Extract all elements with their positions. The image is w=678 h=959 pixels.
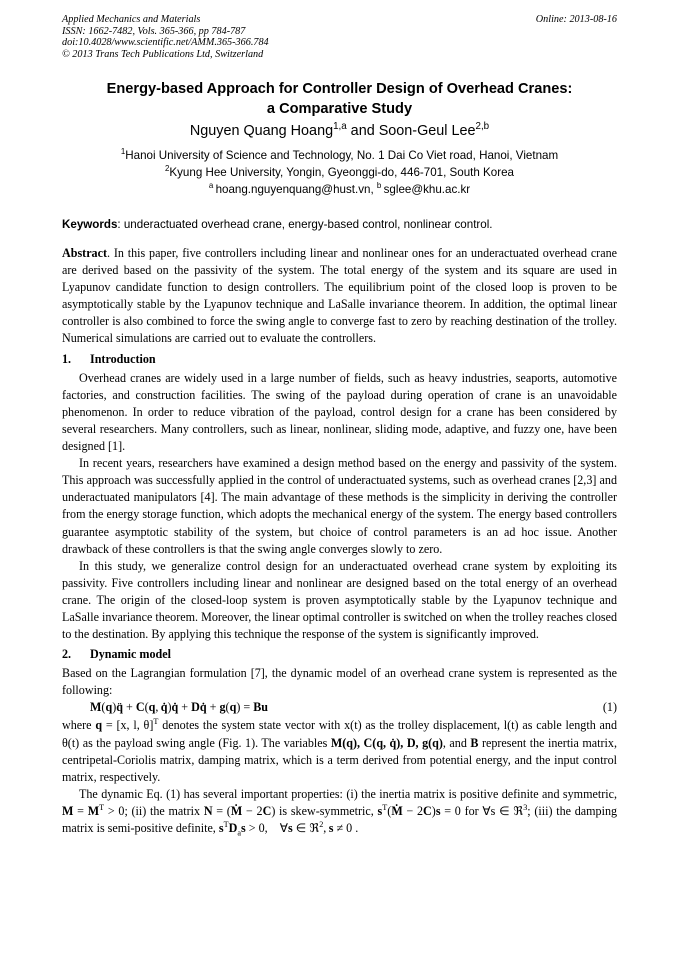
text-run: represent the inertia matrix, centripetal-Coriolis matrix, damping matrix, which is a term derived from potential energy, and the input control matrix, respectively. (62, 735, 617, 784)
paragraph: Based on the Lagrangian formulation [7], the dynamic model of an overhead crane system is represented as the following: (62, 666, 617, 698)
abstract-text: . In this paper, five controllers including linear and nonlinear ones for an underactuated overhead crane are derived based on the passivity of the system. The total energy of the system and its square are used in Lyapunov candidate function to design controllers. The equilibrium point of the closed loop is proven to be asymptotically stable by the Lyapunov technique and LaSalle invariance theorem. In addition, the optimal linear controller is also combined to force the swing angle to converge fast to zero by reaching destination of the trolley. Numerical simulations are carried out to evaluate the controllers. (62, 246, 617, 346)
paragraph (62, 717, 617, 785)
math-expression: $s^TD_as > 0$, ∀s ∈ ℜ$^2$, s ≠ 0 . (218, 819, 359, 838)
author-name: Nguyen Quang Hoang (189, 123, 334, 139)
online-date: Online: 2013-08-16 (535, 14, 617, 25)
text-run: ; (iii) the damping matrix is semi-positive definite, (62, 803, 618, 835)
email-b[interactable]: sglee@khu.ac.kr (383, 182, 471, 196)
math-superscript: 3 (523, 802, 528, 812)
math-expression: $M = M^T > 0$ (62, 802, 125, 818)
abstract (62, 245, 617, 348)
text-run: is skew-symmetric, (275, 803, 378, 818)
section-heading (62, 646, 617, 663)
keywords (62, 218, 617, 232)
text-run: where (62, 718, 96, 733)
author-affiliation-mark: 1,a (333, 121, 347, 133)
author-affiliation-mark: 2,b (475, 121, 490, 133)
keywords-label: Keywords (62, 218, 118, 231)
section-number: 1. (62, 351, 72, 366)
affiliation-mark: 1 (120, 147, 126, 157)
text-run: denotes the system state vector with x(t) as the trolley displacement, l(t) as cable length and θ(t) as the payload swing angle (Fig. 1). The variables (62, 718, 618, 750)
affiliation-1 (62, 148, 617, 165)
equation-number: (1) (602, 700, 617, 715)
math-symbol: M(q), C(q, q̇), D, g(q) (330, 735, 443, 750)
issn-line: ISSN: 1662-7482, Vols. 365-366, pp 784-787 (62, 25, 246, 37)
email-mark: b (376, 180, 382, 190)
equation-content: M(q)q̈ + C(q, q̇)q̇ + Dq̇ + g(q) = Bu (90, 700, 269, 715)
doi-line: doi:10.4028/www.scientific.net/AMM.365-366.784 (62, 37, 269, 49)
affiliation-text: Kyung Hee University, Yongin, Gyeonggi-do, 446-701, South Korea (169, 165, 514, 179)
math-expression: $s^T(Ṁ - 2C)s = 0$ (377, 802, 461, 818)
text-run: for ∀s ∈ ℜ (464, 803, 524, 818)
email-mark: a (208, 180, 214, 190)
text-run: The dynamic Eq. (1) has several important properties: (i) the inertia matrix is positive definite and symmetric, (79, 786, 617, 801)
text-run: = [x, l, θ] (102, 718, 154, 733)
affiliation-text: Hanoi University of Science and Technology, No. 1 Dai Co Viet road, Hanoi, Vietnam (125, 149, 559, 162)
paper-title (62, 79, 617, 119)
math-superscript: T (153, 717, 159, 727)
text-run: , and (442, 735, 471, 750)
copyright-line: © 2013 Trans Tech Publications Ltd, Switzerland (62, 48, 264, 60)
section-heading (62, 351, 617, 368)
affiliation-2 (62, 165, 617, 182)
text-run: ; (ii) the matrix (124, 803, 204, 818)
author-separator: and (346, 123, 379, 139)
section-number: 2. (62, 647, 72, 662)
paragraph: In this study, we generalize control design for an underactuated overhead crane system by exploiting its passivity. Five controllers including linear and nonlinear are designed based on the total energy of an overhead crane. The origin of the closed-loop system is proven asymptotically stable by the Lyapunov technique and LaSalle invariance theorem. Moreover, the linear optimal controller is switched on when the trolley reaches closed to the destination. By applying this technique the response of the system is significantly improved. (62, 558, 617, 642)
math-symbol: B (470, 735, 479, 750)
paragraph (62, 786, 617, 842)
journal-name: Applied Mechanics and Materials (62, 14, 201, 25)
paper-body (62, 245, 617, 842)
equation-1 (62, 699, 617, 717)
section-title: Dynamic model (90, 647, 171, 662)
affiliations (62, 148, 617, 198)
keywords-text: : underactuated overhead crane, energy-based control, nonlinear control. (117, 218, 493, 231)
section-title: Introduction (90, 351, 156, 366)
paragraph: Overhead cranes are widely used in a large number of fields, such as heavy industries, seaports, automotive factories, and construction facilities. The swing of the payload during operation of crane is an unavoidable phenomenon. In order to reduce vibration of the payload, control design for a crane has been considered by several researchers. Many controllers, such as linear, nonlinear, sliding mode, adaptive, and fuzzy one, have been designed [1]. (62, 370, 617, 454)
email-a[interactable]: hoang.nguyenquang@hust.vn, (215, 182, 374, 196)
math-symbol: q (95, 718, 103, 733)
math-expression: N = (Ṁ − 2C) (203, 803, 276, 818)
title-line-1: Energy-based Approach for Controller Design of Overhead Cranes: (106, 81, 573, 97)
email-line (62, 182, 617, 199)
journal-header (62, 14, 617, 60)
author-name: Soon-Geul Lee (378, 123, 476, 139)
affiliation-mark: 2 (165, 163, 170, 173)
title-line-2: a Comparative Study (266, 101, 413, 117)
paragraph: In recent years, researchers have examined a design method based on the energy and passivity of the system. This approach was successfully applied in the control of underactuated systems, such as overhead cranes [2,3] and underactuated manipulators [4]. The main advantage of these methods is the simplicity in deriving the controller from the energy storage function, which adopts the mechanical energy of the system. The energy based controllers guarantee asymptotic stability of the system, but choice of control parameters is an ad hoc issue. Another drawback of these controllers is that the swing angle converges slowly to zero. (62, 456, 617, 556)
abstract-label: Abstract (62, 246, 108, 260)
author-list (62, 121, 617, 141)
